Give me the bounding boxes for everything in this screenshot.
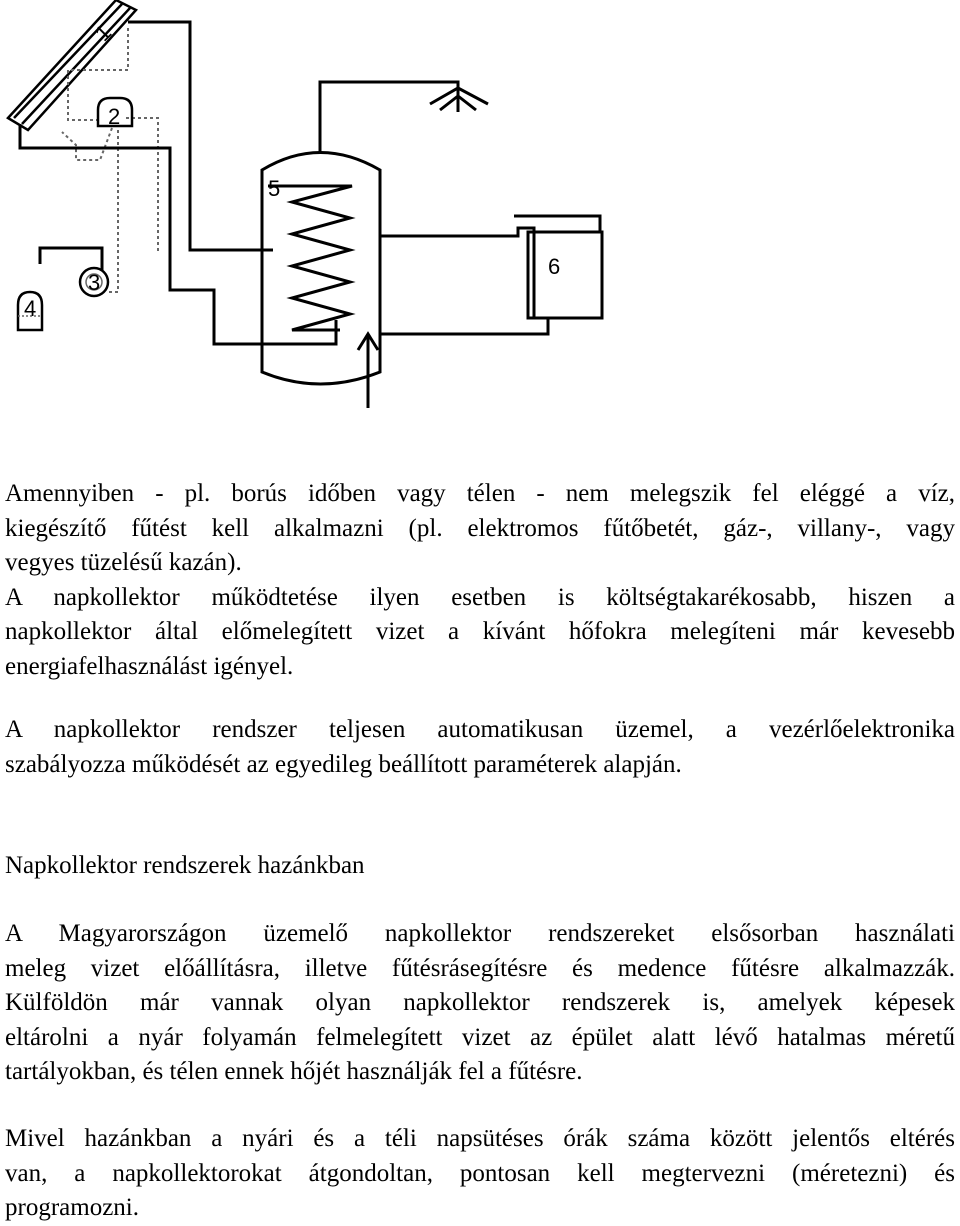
- label-6: 6: [548, 254, 561, 279]
- text-line: A napkollektor rendszer teljesen automatikusan üzemel, a vezérlőelektronika: [5, 716, 955, 743]
- text-line: kiegészítő fűtést kell alkalmazni (pl. elektromos fűtőbetét, gáz-, villany-, vagy: [5, 514, 955, 542]
- text-line: meleg vizet előállításra, illetve fűtésrásegítésre és medence fűtésre alkalmazzák.: [5, 954, 955, 982]
- text-line: Külföldön már vannak olyan napkollektor rendszerek is, amelyek képesek: [5, 989, 955, 1016]
- text-line: eltárolni a nyár folyamán felmelegített vizet az épület alatt lévő hatalmas méretű: [5, 1023, 955, 1051]
- text-line: programozni.: [5, 1194, 139, 1221]
- text-line: vegyes tüzelésű kazán).: [5, 549, 242, 576]
- solar-system-diagram: [0, 0, 960, 420]
- paragraph-domestic-systems: [5, 917, 955, 1090]
- paragraph-supplementary-heating: [5, 477, 955, 684]
- section-heading: [5, 849, 955, 884]
- label-5: 5: [268, 176, 281, 201]
- text-line: szabályozza működését az egyedileg beállított paraméterek alapján.: [5, 750, 682, 778]
- text-line: Mivel hazánkban a nyári és a téli napsütéses órák száma között jelentős eltérés: [5, 1125, 955, 1152]
- text-line: A napkollektor működtetése ilyen esetben is költségtakarékosabb, hiszen a: [5, 583, 955, 611]
- text-line: energiafelhasználást igényel.: [5, 652, 294, 680]
- label-1: 1: [89, 19, 117, 47]
- text-line: napkollektor által előmelegített vizet a kívánt hőfokra melegíteni már kevesebb: [5, 618, 955, 645]
- label-4: 4: [24, 296, 37, 321]
- text-line: A Magyarországon üzemelő napkollektor rendszereket elsősorban használati: [5, 920, 955, 947]
- label-3: 3: [88, 270, 101, 295]
- auxiliary-heater: [380, 216, 602, 334]
- hot-water-outlet: [320, 82, 488, 154]
- cold-water-inlet-arrow: [358, 334, 378, 408]
- paragraph-planning: [5, 1122, 955, 1226]
- text-line: van, a napkollektorokat átgondoltan, pontosan kell megtervezni (méretezni) és: [5, 1159, 955, 1187]
- sensor-wiring: [62, 28, 158, 292]
- heading-text: Napkollektor rendszerek hazánkban: [5, 852, 365, 879]
- label-2: 2: [108, 104, 121, 129]
- paragraph-automatic-operation: [5, 713, 955, 782]
- text-line: Amennyiben - pl. borús időben vagy télen - nem melegszik fel eléggé a víz,: [5, 480, 955, 507]
- text-line: tartályokban, és télen ennek hőjét használják fel a fűtésre.: [5, 1058, 583, 1085]
